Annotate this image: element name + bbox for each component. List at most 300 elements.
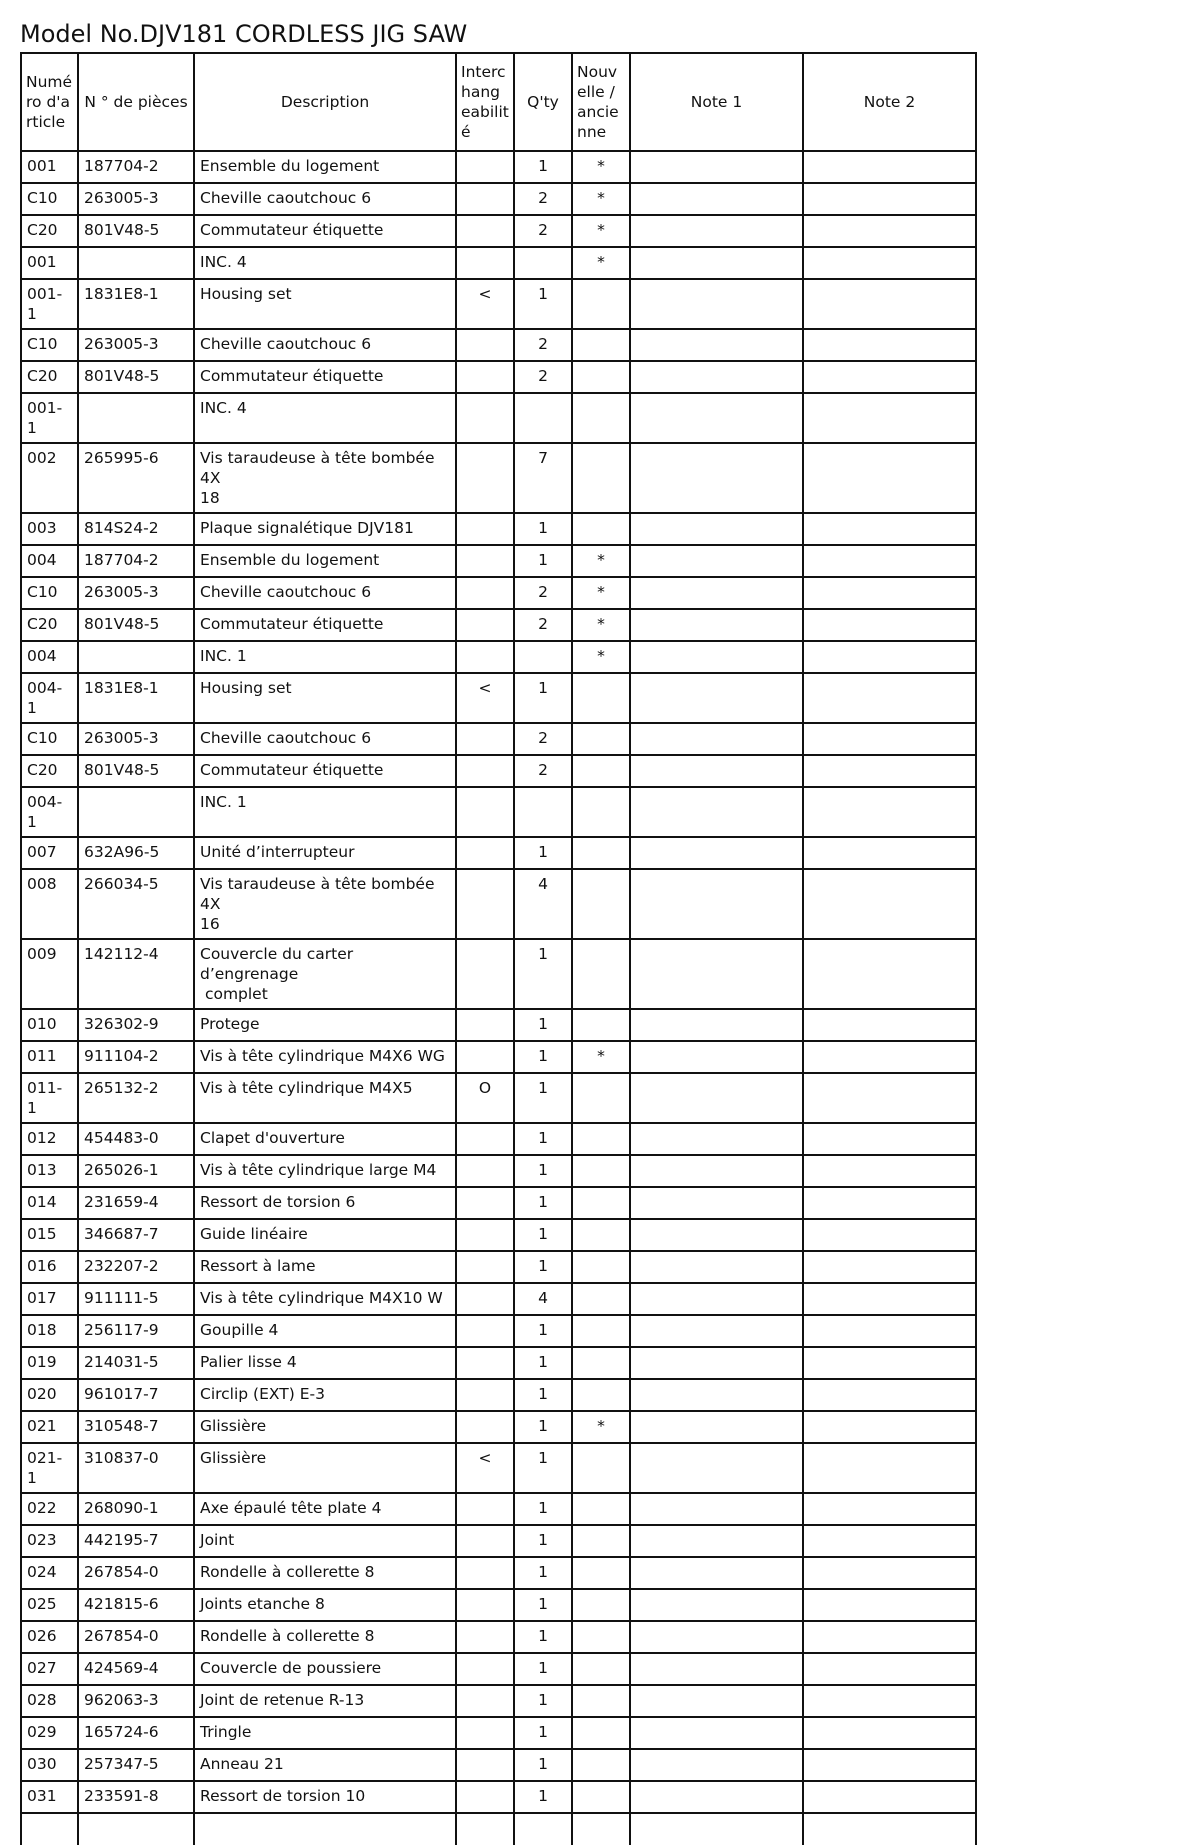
cell-note-2: [803, 1155, 976, 1187]
cell-description: Unité d’interrupteur: [194, 837, 456, 869]
cell-new-old: [572, 1717, 630, 1749]
table-row: [21, 247, 976, 279]
cell-part-no: 267854-0: [78, 1621, 194, 1653]
cell-new-old: *: [572, 609, 630, 641]
table-row: [21, 1589, 976, 1621]
cell-interchangeability: [456, 393, 514, 443]
cell-part-no: 232207-2: [78, 1251, 194, 1283]
cell-qty: 1: [514, 1219, 572, 1251]
cell-note-1: [630, 393, 803, 443]
cell-note-2: [803, 1781, 976, 1813]
cell-new-old: [572, 1251, 630, 1283]
cell-part-no: 442195-7: [78, 1525, 194, 1557]
cell-part-no: 142112-4: [78, 939, 194, 1009]
cell-item-no: 004-1: [21, 787, 78, 837]
cell-item-no: 004-1: [21, 673, 78, 723]
table-row: [21, 1041, 976, 1073]
cell-note-2: [803, 755, 976, 787]
cell-description: Commutateur étiquette: [194, 361, 456, 393]
cell-item-no: 013: [21, 1155, 78, 1187]
cell-part-no: 263005-3: [78, 723, 194, 755]
cell-interchangeability: <: [456, 673, 514, 723]
table-row: [21, 1155, 976, 1187]
cell-qty: 1: [514, 1525, 572, 1557]
cell-note-2: [803, 1315, 976, 1347]
cell-new-old: [572, 673, 630, 723]
cell-interchangeability: [456, 1123, 514, 1155]
cell-description: Cheville caoutchouc 6: [194, 723, 456, 755]
cell-note-1: [630, 151, 803, 183]
cell-new-old: *: [572, 1411, 630, 1443]
table-row: [21, 545, 976, 577]
cell-note-1: [630, 1717, 803, 1749]
cell-note-2: [803, 1525, 976, 1557]
cell-new-old: [572, 1685, 630, 1717]
table-row: [21, 1009, 976, 1041]
table-row: [21, 1525, 976, 1557]
cell-empty: [456, 1813, 514, 1845]
cell-note-1: [630, 641, 803, 673]
cell-description: Rondelle à collerette 8: [194, 1557, 456, 1589]
table-row: [21, 1443, 976, 1493]
cell-note-1: [630, 1073, 803, 1123]
cell-item-no: 017: [21, 1283, 78, 1315]
cell-note-1: [630, 545, 803, 577]
cell-description: Commutateur étiquette: [194, 609, 456, 641]
cell-new-old: [572, 869, 630, 939]
cell-qty: 1: [514, 1251, 572, 1283]
cell-description: Joint de retenue R-13: [194, 1685, 456, 1717]
cell-part-no: [78, 641, 194, 673]
cell-item-no: 020: [21, 1379, 78, 1411]
cell-description: Cheville caoutchouc 6: [194, 329, 456, 361]
cell-qty: 7: [514, 443, 572, 513]
cell-note-2: [803, 215, 976, 247]
cell-part-no: 257347-5: [78, 1749, 194, 1781]
table-row: [21, 1073, 976, 1123]
table-row: [21, 1219, 976, 1251]
cell-note-2: [803, 869, 976, 939]
table-row: [21, 869, 976, 939]
cell-note-2: [803, 393, 976, 443]
table-row: [21, 1749, 976, 1781]
table-row: [21, 577, 976, 609]
cell-description: Vis taraudeuse à tête bombée 4X 18: [194, 443, 456, 513]
table-row: [21, 787, 976, 837]
cell-description: Commutateur étiquette: [194, 215, 456, 247]
cell-item-no: 027: [21, 1653, 78, 1685]
cell-note-2: [803, 1717, 976, 1749]
table-row: [21, 215, 976, 247]
cell-item-no: 014: [21, 1187, 78, 1219]
cell-interchangeability: [456, 151, 514, 183]
cell-part-no: 187704-2: [78, 151, 194, 183]
table-row: [21, 1251, 976, 1283]
cell-part-no: 1831E8-1: [78, 673, 194, 723]
cell-part-no: 801V48-5: [78, 755, 194, 787]
cell-item-no: 022: [21, 1493, 78, 1525]
cell-description: INC. 1: [194, 641, 456, 673]
cell-interchangeability: [456, 545, 514, 577]
cell-new-old: [572, 329, 630, 361]
cell-description: Vis taraudeuse à tête bombée 4X 16: [194, 869, 456, 939]
cell-interchangeability: [456, 1525, 514, 1557]
cell-note-1: [630, 1347, 803, 1379]
cell-new-old: [572, 443, 630, 513]
header-description: Description: [194, 53, 456, 151]
table-row: [21, 1557, 976, 1589]
cell-note-1: [630, 1685, 803, 1717]
cell-new-old: [572, 361, 630, 393]
cell-new-old: [572, 755, 630, 787]
cell-empty: [572, 1813, 630, 1845]
cell-note-2: [803, 1347, 976, 1379]
table-row: [21, 183, 976, 215]
cell-interchangeability: [456, 869, 514, 939]
cell-qty: [514, 641, 572, 673]
table-row: [21, 1411, 976, 1443]
table-row: [21, 151, 976, 183]
cell-note-1: [630, 577, 803, 609]
cell-qty: [514, 393, 572, 443]
cell-new-old: [572, 1187, 630, 1219]
cell-interchangeability: [456, 1251, 514, 1283]
cell-part-no: 263005-3: [78, 329, 194, 361]
cell-note-2: [803, 151, 976, 183]
cell-part-no: 267854-0: [78, 1557, 194, 1589]
cell-item-no: 021: [21, 1411, 78, 1443]
cell-new-old: [572, 1123, 630, 1155]
cell-new-old: [572, 1219, 630, 1251]
cell-part-no: 801V48-5: [78, 609, 194, 641]
cell-interchangeability: [456, 361, 514, 393]
cell-part-no: 801V48-5: [78, 215, 194, 247]
cell-qty: 1: [514, 1379, 572, 1411]
cell-note-1: [630, 1653, 803, 1685]
cell-note-1: [630, 247, 803, 279]
parts-table: [20, 52, 977, 1845]
cell-note-1: [630, 673, 803, 723]
cell-description: Tringle: [194, 1717, 456, 1749]
table-row: [21, 393, 976, 443]
header-note-2: Note 2: [803, 53, 976, 151]
cell-note-1: [630, 279, 803, 329]
cell-description: Cheville caoutchouc 6: [194, 183, 456, 215]
cell-interchangeability: [456, 577, 514, 609]
cell-qty: 1: [514, 1621, 572, 1653]
cell-item-no: 010: [21, 1009, 78, 1041]
cell-note-2: [803, 1073, 976, 1123]
cell-qty: 1: [514, 1041, 572, 1073]
cell-new-old: [572, 1493, 630, 1525]
cell-part-no: 310837-0: [78, 1443, 194, 1493]
cell-qty: 1: [514, 1653, 572, 1685]
cell-part-no: [78, 393, 194, 443]
cell-note-1: [630, 1251, 803, 1283]
header-note-1: Note 1: [630, 53, 803, 151]
cell-description: Anneau 21: [194, 1749, 456, 1781]
table-row: [21, 837, 976, 869]
cell-part-no: 265026-1: [78, 1155, 194, 1187]
cell-part-no: 214031-5: [78, 1347, 194, 1379]
cell-interchangeability: [456, 1685, 514, 1717]
cell-description: Ressort de torsion 10: [194, 1781, 456, 1813]
cell-interchangeability: [456, 1557, 514, 1589]
cell-note-2: [803, 723, 976, 755]
cell-new-old: *: [572, 215, 630, 247]
cell-item-no: 030: [21, 1749, 78, 1781]
cell-note-2: [803, 1749, 976, 1781]
cell-note-1: [630, 1379, 803, 1411]
cell-qty: 1: [514, 1557, 572, 1589]
cell-item-no: 026: [21, 1621, 78, 1653]
cell-item-no: C10: [21, 183, 78, 215]
cell-qty: 1: [514, 1443, 572, 1493]
table-row: [21, 723, 976, 755]
cell-empty: [514, 1813, 572, 1845]
cell-interchangeability: O: [456, 1073, 514, 1123]
cell-item-no: 028: [21, 1685, 78, 1717]
cell-interchangeability: [456, 1155, 514, 1187]
cell-empty: [630, 1813, 803, 1845]
cell-note-2: [803, 641, 976, 673]
cell-note-1: [630, 723, 803, 755]
cell-part-no: [78, 247, 194, 279]
cell-item-no: 015: [21, 1219, 78, 1251]
cell-part-no: 231659-4: [78, 1187, 194, 1219]
cell-description: Axe épaulé tête plate 4: [194, 1493, 456, 1525]
cell-part-no: 454483-0: [78, 1123, 194, 1155]
table-row: [21, 1347, 976, 1379]
cell-item-no: 011-1: [21, 1073, 78, 1123]
cell-item-no: C20: [21, 361, 78, 393]
table-row: [21, 1493, 976, 1525]
cell-interchangeability: [456, 787, 514, 837]
cell-note-1: [630, 1009, 803, 1041]
cell-note-1: [630, 1315, 803, 1347]
cell-description: Ressort de torsion 6: [194, 1187, 456, 1219]
cell-interchangeability: [456, 1283, 514, 1315]
cell-new-old: [572, 279, 630, 329]
table-row: [21, 1123, 976, 1155]
cell-description: Joints etanche 8: [194, 1589, 456, 1621]
cell-note-2: [803, 1283, 976, 1315]
cell-description: Vis à tête cylindrique M4X10 W: [194, 1283, 456, 1315]
cell-new-old: *: [572, 247, 630, 279]
table-row: [21, 755, 976, 787]
cell-note-1: [630, 513, 803, 545]
cell-note-1: [630, 1411, 803, 1443]
cell-empty: [78, 1813, 194, 1845]
cell-interchangeability: [456, 183, 514, 215]
cell-new-old: [572, 1315, 630, 1347]
table-row: [21, 1283, 976, 1315]
cell-interchangeability: [456, 513, 514, 545]
cell-interchangeability: [456, 837, 514, 869]
cell-item-no: 019: [21, 1347, 78, 1379]
cell-note-1: [630, 1749, 803, 1781]
cell-qty: 1: [514, 1685, 572, 1717]
cell-qty: 1: [514, 1187, 572, 1219]
cell-empty: [21, 1813, 78, 1845]
cell-description: INC. 4: [194, 247, 456, 279]
cell-qty: 1: [514, 837, 572, 869]
cell-note-1: [630, 837, 803, 869]
cell-qty: 1: [514, 1717, 572, 1749]
cell-interchangeability: [456, 1347, 514, 1379]
cell-note-2: [803, 443, 976, 513]
cell-note-2: [803, 673, 976, 723]
cell-interchangeability: [456, 1653, 514, 1685]
page-title: Model No.DJV181 CORDLESS JIG SAW: [20, 20, 468, 48]
cell-new-old: [572, 1621, 630, 1653]
cell-note-1: [630, 869, 803, 939]
cell-qty: 1: [514, 279, 572, 329]
cell-part-no: 263005-3: [78, 577, 194, 609]
cell-note-2: [803, 545, 976, 577]
cell-note-1: [630, 1557, 803, 1589]
cell-part-no: 233591-8: [78, 1781, 194, 1813]
cell-note-1: [630, 1041, 803, 1073]
cell-interchangeability: [456, 1781, 514, 1813]
cell-item-no: 029: [21, 1717, 78, 1749]
cell-note-1: [630, 1123, 803, 1155]
cell-item-no: 023: [21, 1525, 78, 1557]
cell-item-no: 012: [21, 1123, 78, 1155]
cell-description: Glissière: [194, 1443, 456, 1493]
cell-description: Commutateur étiquette: [194, 755, 456, 787]
table-row: [21, 279, 976, 329]
cell-note-2: [803, 577, 976, 609]
cell-part-no: 911111-5: [78, 1283, 194, 1315]
cell-note-1: [630, 609, 803, 641]
cell-note-2: [803, 279, 976, 329]
cell-note-2: [803, 1685, 976, 1717]
cell-part-no: [78, 787, 194, 837]
cell-qty: 4: [514, 869, 572, 939]
cell-item-no: 025: [21, 1589, 78, 1621]
cell-item-no: 001-1: [21, 393, 78, 443]
cell-note-1: [630, 329, 803, 361]
cell-qty: 1: [514, 1123, 572, 1155]
cell-interchangeability: [456, 1493, 514, 1525]
table-row: [21, 1621, 976, 1653]
cell-note-2: [803, 1123, 976, 1155]
cell-new-old: *: [572, 183, 630, 215]
cell-description: INC. 1: [194, 787, 456, 837]
cell-description: Housing set: [194, 279, 456, 329]
cell-item-no: 018: [21, 1315, 78, 1347]
cell-note-2: [803, 939, 976, 1009]
cell-qty: 1: [514, 151, 572, 183]
table-body: [21, 151, 976, 1845]
cell-note-2: [803, 1041, 976, 1073]
cell-new-old: *: [572, 545, 630, 577]
cell-part-no: 263005-3: [78, 183, 194, 215]
cell-interchangeability: [456, 1379, 514, 1411]
cell-new-old: [572, 1073, 630, 1123]
cell-empty: [194, 1813, 456, 1845]
cell-item-no: C20: [21, 215, 78, 247]
cell-note-1: [630, 1781, 803, 1813]
cell-qty: 1: [514, 1749, 572, 1781]
cell-new-old: [572, 1155, 630, 1187]
cell-new-old: [572, 1525, 630, 1557]
cell-part-no: 326302-9: [78, 1009, 194, 1041]
cell-part-no: 187704-2: [78, 545, 194, 577]
cell-note-2: [803, 1653, 976, 1685]
cell-qty: 1: [514, 1073, 572, 1123]
table-row: [21, 1717, 976, 1749]
table-row: [21, 1653, 976, 1685]
cell-item-no: 009: [21, 939, 78, 1009]
cell-part-no: 961017-7: [78, 1379, 194, 1411]
table-row: [21, 443, 976, 513]
cell-empty: [803, 1813, 976, 1845]
cell-interchangeability: [456, 939, 514, 1009]
header-qty: Q'ty: [514, 53, 572, 151]
cell-qty: 2: [514, 361, 572, 393]
cell-description: Glissière: [194, 1411, 456, 1443]
cell-note-2: [803, 329, 976, 361]
cell-note-1: [630, 1155, 803, 1187]
header-part-no: N ° de pièces: [78, 53, 194, 151]
cell-description: Cheville caoutchouc 6: [194, 577, 456, 609]
cell-interchangeability: <: [456, 279, 514, 329]
cell-new-old: *: [572, 641, 630, 673]
cell-part-no: 266034-5: [78, 869, 194, 939]
cell-new-old: [572, 1009, 630, 1041]
cell-item-no: C10: [21, 723, 78, 755]
cell-description: Ensemble du logement: [194, 151, 456, 183]
cell-qty: 4: [514, 1283, 572, 1315]
cell-qty: [514, 247, 572, 279]
cell-note-1: [630, 1219, 803, 1251]
cell-item-no: 003: [21, 513, 78, 545]
cell-qty: 2: [514, 577, 572, 609]
cell-note-2: [803, 513, 976, 545]
cell-note-2: [803, 1187, 976, 1219]
cell-note-1: [630, 787, 803, 837]
header-row: [21, 53, 976, 151]
cell-item-no: 001-1: [21, 279, 78, 329]
cell-note-1: [630, 1283, 803, 1315]
cell-qty: 1: [514, 1493, 572, 1525]
cell-item-no: C10: [21, 329, 78, 361]
cell-interchangeability: [456, 609, 514, 641]
cell-qty: 1: [514, 673, 572, 723]
cell-interchangeability: [456, 1187, 514, 1219]
cell-note-2: [803, 1589, 976, 1621]
cell-description: Goupille 4: [194, 1315, 456, 1347]
cell-part-no: 256117-9: [78, 1315, 194, 1347]
cell-interchangeability: [456, 1411, 514, 1443]
cell-new-old: [572, 939, 630, 1009]
cell-note-1: [630, 1187, 803, 1219]
cell-qty: 1: [514, 1155, 572, 1187]
cell-new-old: [572, 1653, 630, 1685]
cell-qty: 1: [514, 513, 572, 545]
table-row: [21, 939, 976, 1009]
cell-qty: 2: [514, 183, 572, 215]
cell-item-no: 001: [21, 247, 78, 279]
cell-item-no: C20: [21, 609, 78, 641]
table-row: [21, 609, 976, 641]
cell-new-old: [572, 393, 630, 443]
cell-qty: 2: [514, 609, 572, 641]
cell-note-2: [803, 361, 976, 393]
cell-note-2: [803, 1411, 976, 1443]
